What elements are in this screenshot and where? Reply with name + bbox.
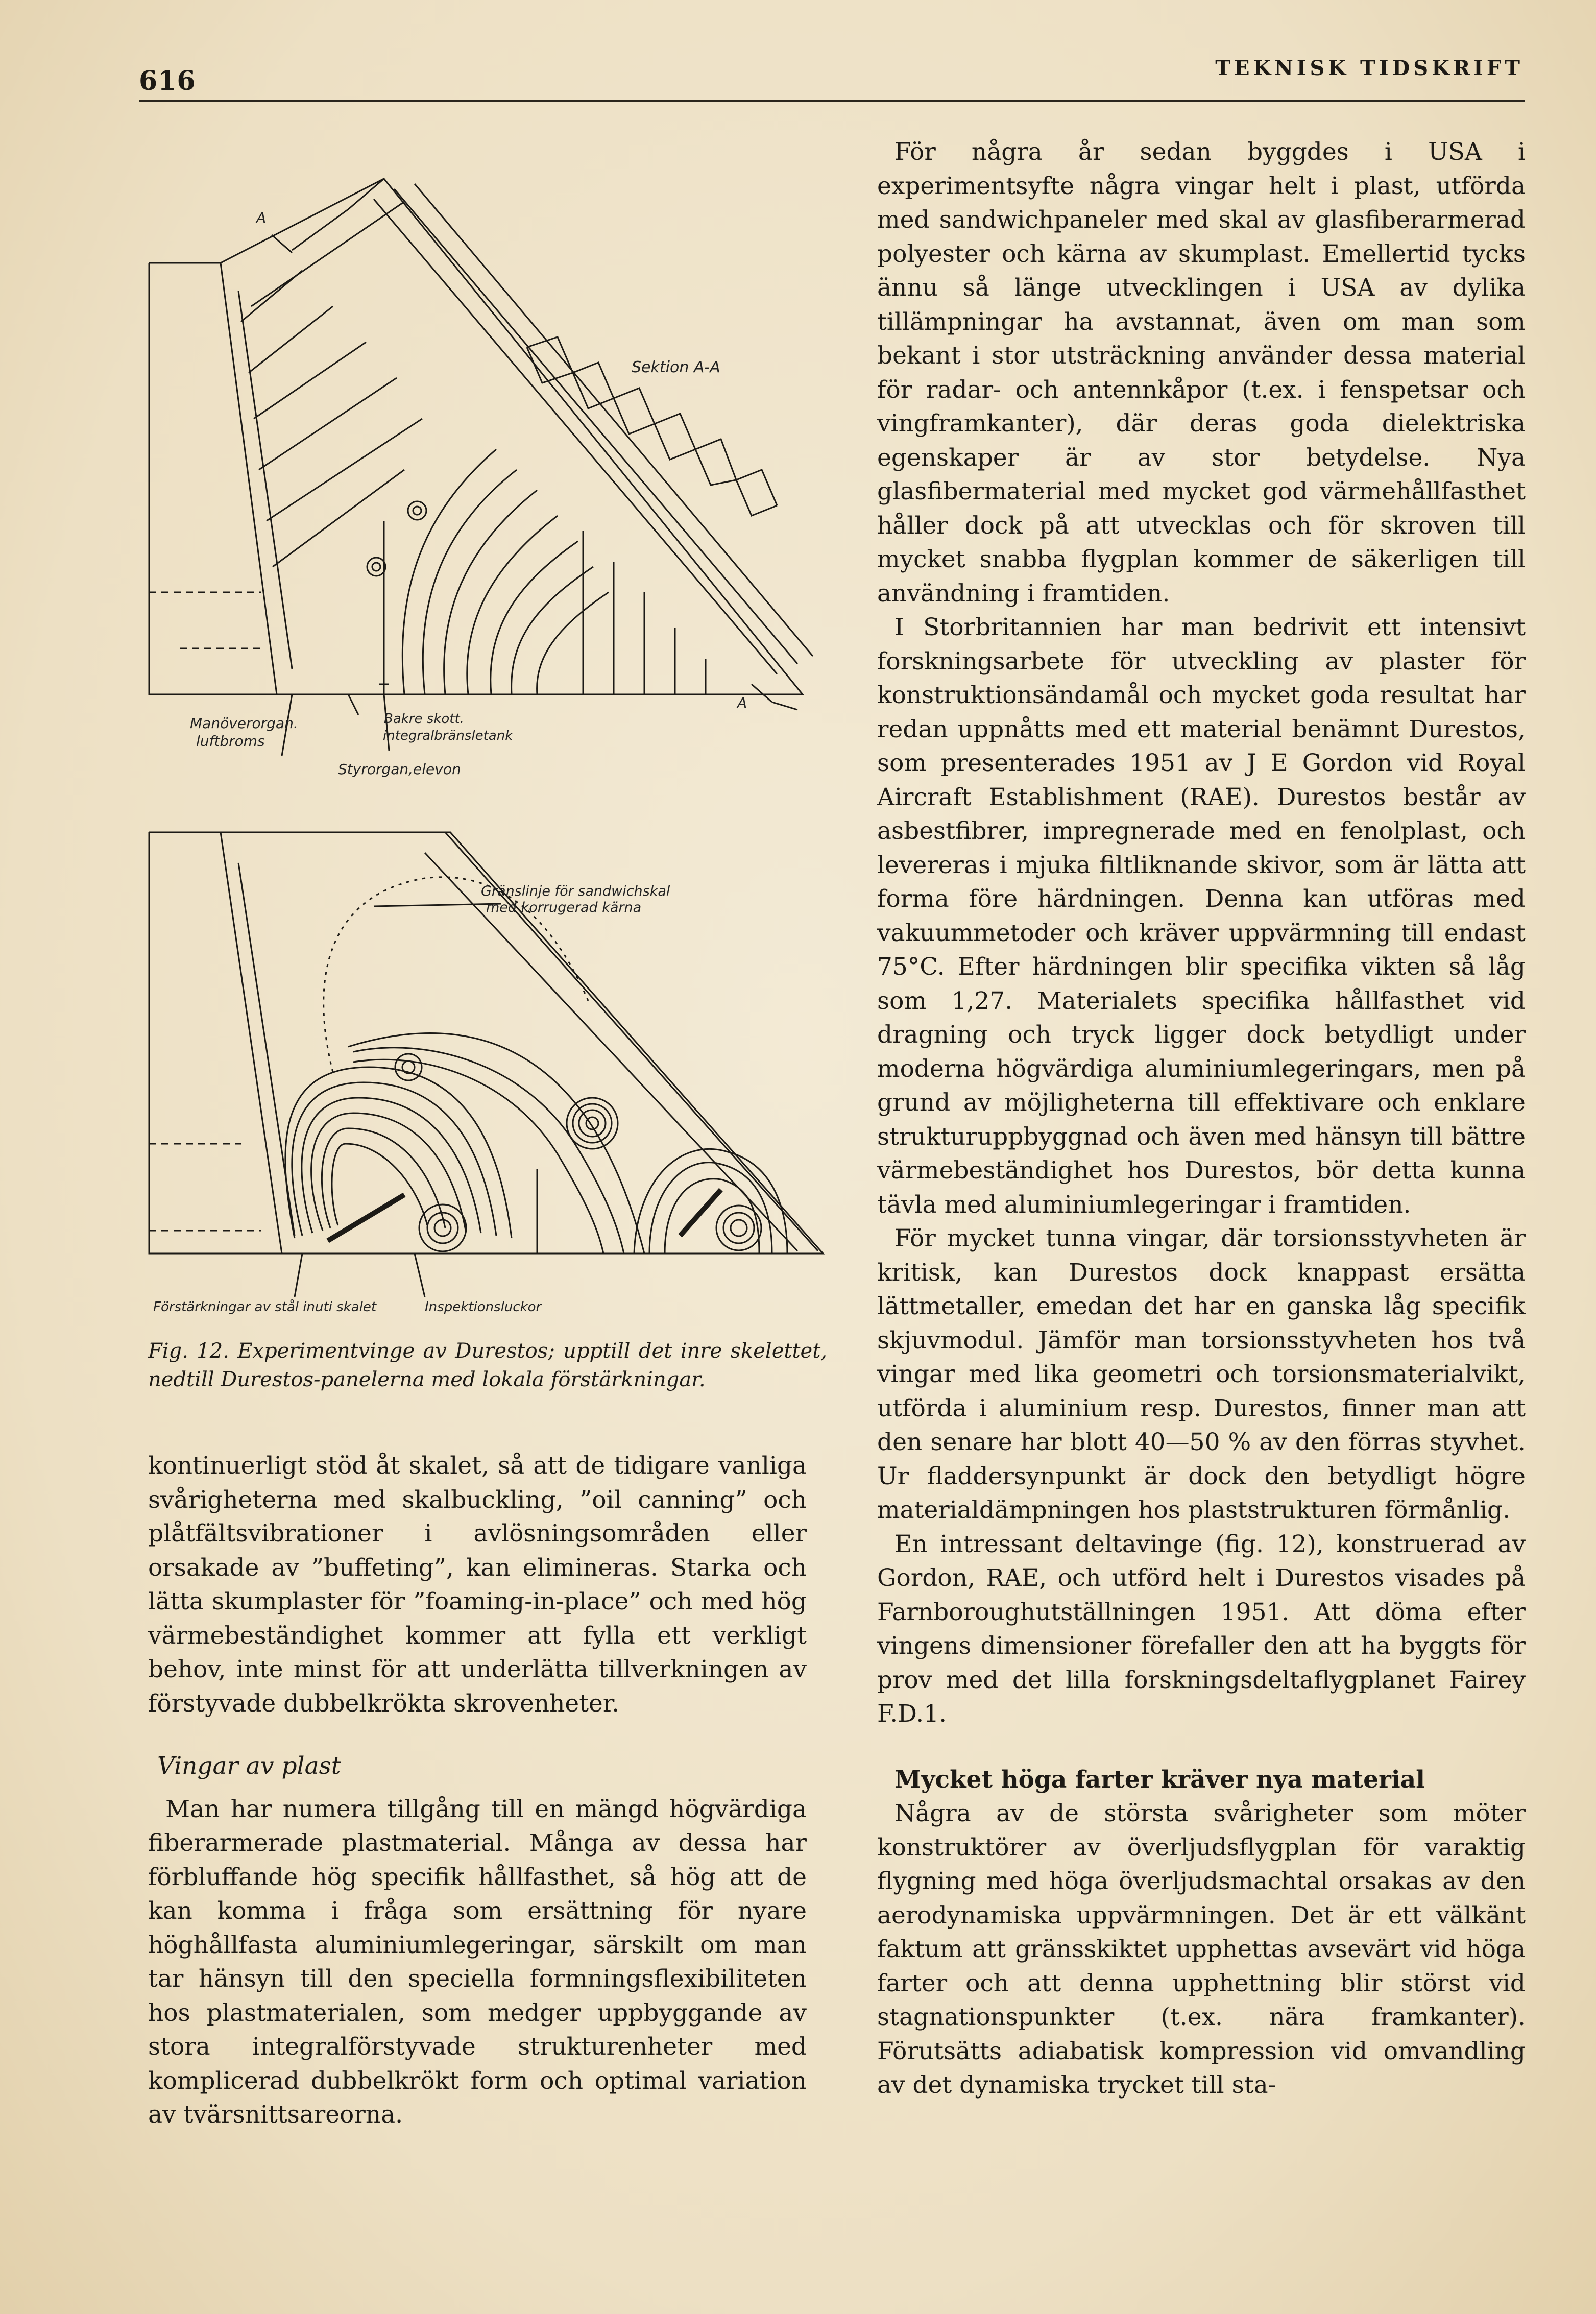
section-heading-vingar: Vingar av plast — [157, 1752, 341, 1780]
label-korrugerad: med korrugerad kärna — [486, 900, 642, 915]
figure-caption: Fig. 12. Experimentvinge av Durestos; upptill det inre skelettet, nedtill Durestos-panelerna med lokala förstärkningar. — [148, 1339, 827, 1391]
label-bakre-skott: Bakre skott. — [384, 711, 464, 727]
left-column — [148, 1449, 807, 2132]
right-paragraph-2: I Storbritannien har man bedrivit ett intensivt forskningsarbete för utveckling av plaster för konstruktionsändamål och mycket goda resultat har redan uppnåtts med ett material benämnt Durestos, som presenterades 1951 av J E Gordon vid Royal Aircraft Establishment (RAE). Durestos består av asbestfibrer, impregnerade med en fenolplast, och levereras i mjuka filtliknande skivor, som är lätta att forma före härdningen. Denna kan utföras med vakuummetoder och kräver uppvärmning till endast 75°C. Efter härdningen blir specifika vikten så låg som 1,27. Materialets specifika hållfasthet vid dragning och tryck ligger dock betydligt under moderna högvärdiga aluminiumlegeringars, men på grund av möjligheterna till effektivare och enklare strukturuppbyggnad och även med hänsyn till bättre värmebeständighet hos Durestos, bör detta kunna tävla med aluminiumlegeringar i framtiden. — [877, 613, 1526, 1219]
label-a-bottom: A — [737, 694, 747, 711]
label-inspektionsluckor: Inspektionsluckor — [425, 1299, 542, 1315]
left-paragraph-1: kontinuerligt stöd åt skalet, så att de tidigare vanliga svårigheterna med skalbuckling, ”oil canning” och plåtfältsvibrationer i avlösningsområden eller orsakade av ”buffeting”, kan elimineras. Starka och lätta skumplaster för ”foaming-in-place” och med hög värmebeständighet kommer att fylla ett verkligt behov, inte minst för att underlätta tillverkningen av förstyvade dubbelkrökta skrovenheter. — [148, 1452, 807, 1718]
right-paragraph-4: En intressant deltavinge (fig. 12), konstruerad av Gordon, RAE, och utförd helt i Durestos visades på Farnboroughutställningen 1951. Att döma efter vingens dimensioner förefaller den att ha byggts för prov med det lilla forskningsdeltaflygplanet Fairey F.D.1. — [877, 1530, 1526, 1728]
label-integralbransletank: integralbränsletank — [383, 728, 513, 743]
left-paragraph-2: Man har numera tillgång till en mängd högvärdiga fiberarmerade plastmaterial. Många av dessa har förbluffande hög specifik hållfasthet, så hög att de kan komma i fråga som ersättning för nyare höghållfasta aluminiumlegeringar, särskilt om man tar hänsyn till den speciella formningsflexibiliteten hos plastmaterialen, som medger uppbyggande av stora integralförstyvade strukturenheter med komplicerad dubbelkrökt form och optimal variation av tvärsnittsareorna. — [148, 1795, 807, 2129]
page-number: 616 — [139, 65, 196, 97]
right-column — [877, 135, 1526, 2103]
label-luftbroms: luftbroms — [196, 733, 265, 750]
label-granslinje: Gränslinje för sandwichskal — [481, 883, 670, 899]
label-a-top: A — [256, 209, 267, 226]
journal-title: TEKNISK TIDSKRIFT — [1215, 56, 1524, 80]
label-forstarkningar: Förstärkningar av stål inuti skalet — [153, 1299, 377, 1315]
skeleton-drawing — [149, 179, 813, 756]
label-manoverorgan: Manöverorgan. — [190, 715, 298, 732]
section-heading-hoga-farter: Mycket höga farter kräver nya material — [894, 1765, 1425, 1794]
label-styrorgan: Styrorgan,elevon — [338, 761, 461, 778]
right-paragraph-3: För mycket tunna vingar, där torsionsstyvheten är kritisk, kan Durestos dock knappast ersätta lättmetaller, emedan det har en ganska låg specifik skjuvmodul. Jämför man torsionsstyvheten hos två vingar med lika geometri och torsionsmaterialvikt, utförda i aluminium resp. Durestos, finner man att den senare har blott 40—50 % av den förras styvhet. Ur fladdersynpunkt är dock den betydligt högre materialdämpningen hos plaststrukturen förmånlig. — [877, 1224, 1526, 1524]
header-rule — [139, 100, 1525, 102]
label-section-a-a: Sektion A-A — [632, 358, 720, 376]
right-paragraph-1: För några år sedan byggdes i USA i experimentsyfte några vingar helt i plast, utförda med sandwichpaneler med skal av glasfiberarmerad polyester och kärna av skumplast. Emellertid tycks ännu så länge utvecklingen i USA av dylika tillämpningar ha avstannat, även om man som bekant i stor utsträckning använder dessa material för radar- och antennkåpor (t.ex. i fenspetsar och vingframkanter), där deras goda dielektriska egenskaper är av stor betydelse. Nya glasfibermaterial med mycket god värmehållfasthet håller dock på att utvecklas och för skroven till mycket snabba flygplan kommer de säkerligen till användning i framtiden. — [877, 138, 1526, 608]
right-paragraph-5: Några av de största svårigheter som möter konstruktörer av överljudsflygplan för varaktig flygning med höga överljudsmachtal orsakas av den aerodynamiska uppvärmningen. Det är ett välkänt faktum att gränsskiktet upphettas avsevärt vid höga farter och att denna upphettning blir störst vid stagnationspunkter (t.ex. nära framkanter). Förutsätts adiabatisk kompression vid omvandling av det dynamiska trycket till sta- — [877, 1799, 1526, 2099]
figure-delta-wing — [139, 153, 833, 1328]
